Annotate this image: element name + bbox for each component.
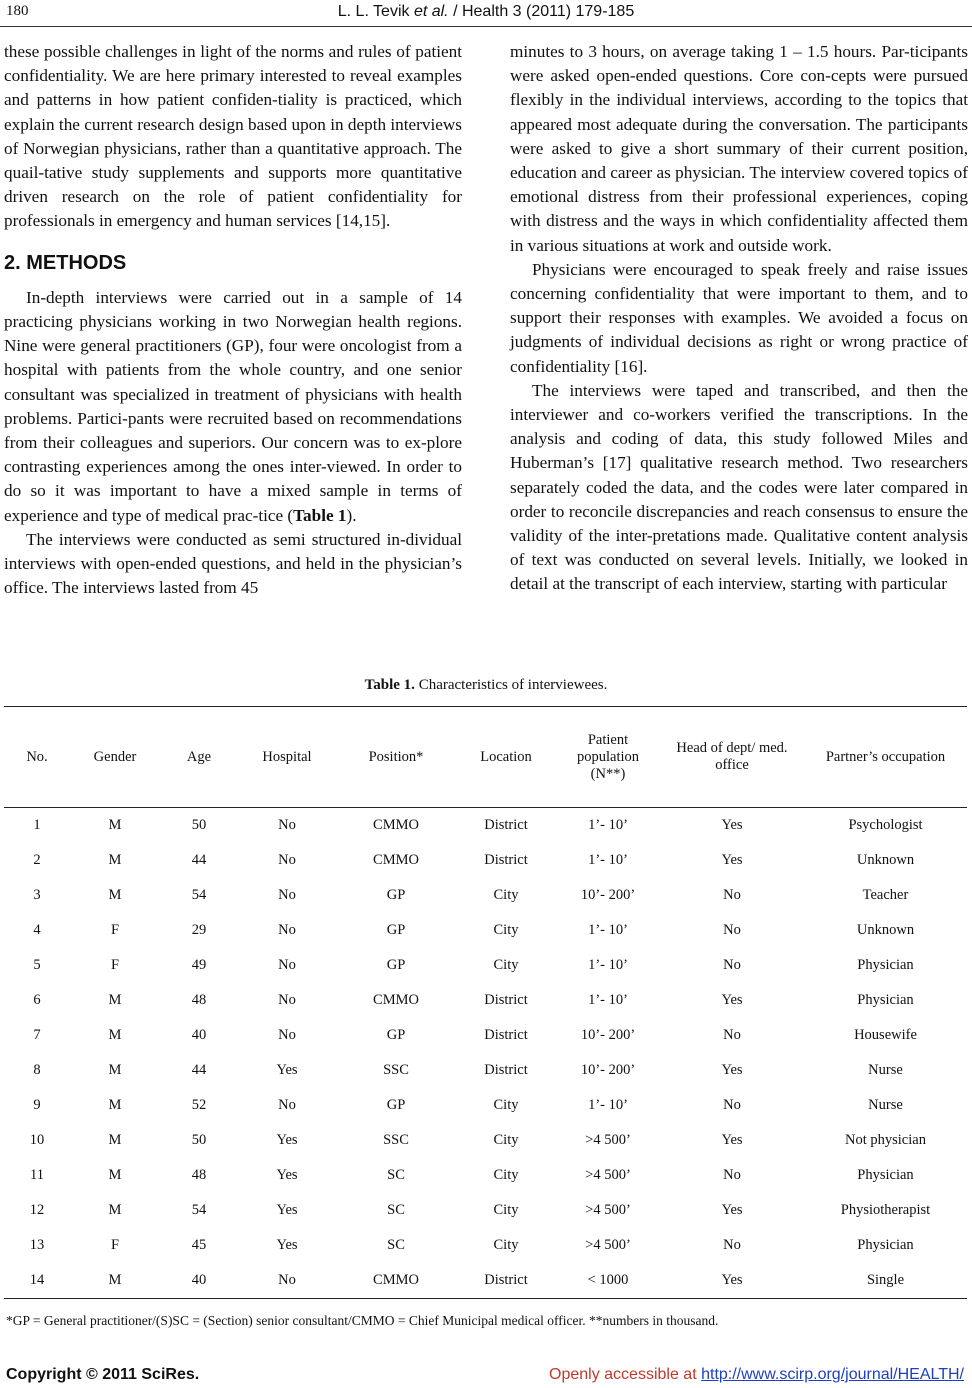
table-cell: District	[484, 817, 528, 833]
table-cell: Physician	[857, 957, 914, 973]
table-cell: 1’- 10’	[588, 992, 628, 1008]
table-cell: No	[723, 1027, 741, 1043]
table-cell: Yes	[276, 1237, 298, 1253]
table-cell: 44	[191, 1062, 207, 1078]
table-row	[4, 808, 967, 844]
table-cell: F	[110, 1237, 120, 1253]
table-row	[4, 1263, 967, 1299]
open-access-text: Openly accessible at	[549, 1366, 702, 1383]
table-row	[4, 1123, 967, 1158]
header-hospital: Hospital	[262, 748, 312, 765]
header-head-of-dept: Head of dept/ med. office	[676, 740, 788, 773]
left-column	[4, 40, 462, 600]
table-cell: 3	[33, 887, 41, 903]
table-cell: Yes	[721, 1202, 743, 1218]
table-cell: Nurse	[868, 1062, 903, 1078]
table-cell: Unknown	[856, 922, 915, 938]
table-cell: 9	[33, 1097, 41, 1113]
table-cell: 10’- 200’	[580, 1027, 636, 1043]
table-cell: 49	[191, 957, 207, 973]
left-paragraph-2	[4, 286, 462, 528]
table-cell: GP	[386, 1097, 406, 1113]
table-cell: M	[108, 992, 122, 1008]
table-cell: Physician	[857, 992, 914, 1008]
table-cell: 11	[30, 1167, 44, 1183]
table-cell: 1’- 10’	[588, 1097, 628, 1113]
table-row	[4, 1193, 967, 1228]
table-cell: M	[108, 817, 122, 833]
table-row	[4, 983, 967, 1018]
left-paragraph-3: The interviews were conducted as semi structured in-dividual interviews with open-ended questions, and held in the physician’s office. The interviews lasted from 45	[4, 529, 462, 598]
table-cell: M	[108, 1272, 122, 1288]
page-header	[0, 0, 972, 26]
table-cell: District	[484, 1272, 528, 1288]
table-cell: 50	[191, 1132, 207, 1148]
table-cell: Single	[866, 1272, 905, 1288]
table-cell: 6	[33, 992, 41, 1008]
table-cell: 1	[33, 817, 41, 833]
table-header-row	[4, 707, 967, 808]
table-cell: >4 500’	[585, 1132, 631, 1148]
table-cell: < 1000	[587, 1272, 629, 1288]
header-position: Position*	[368, 748, 424, 765]
header-partner-occupation: Partner’s occupation	[825, 748, 946, 765]
left-paragraph-1: these possible challenges in light of the norms and rules of patient confidentiality. We are here primary interested to reveal examples and patterns in how patient confiden-tiality is practiced, which explain the current research design based upon in depth interviews of Norwegian physicians, rather than a quantitative approach. The quail-tative study supplements and supports more quantitative driven research on the role of patient confidentiality for professionals in emergency and human services [14,15].	[4, 42, 462, 231]
table-cell: GP	[386, 887, 406, 903]
table-cell: CMMO	[373, 817, 419, 833]
table-cell: No	[278, 922, 296, 938]
running-head-journal: / Health 3 (2011) 179-185	[448, 3, 635, 20]
table-cell: No	[723, 1237, 741, 1253]
table-cell: 2	[33, 852, 41, 868]
table-cell: Not physician	[845, 1132, 926, 1148]
table-cell: SSC	[383, 1062, 409, 1078]
header-patient-population: Patient population (N**)	[576, 731, 640, 782]
table-row	[4, 913, 967, 948]
table-cell: Housewife	[854, 1027, 917, 1043]
header-age: Age	[186, 748, 212, 765]
table-cell: District	[484, 1027, 528, 1043]
table-cell: CMMO	[373, 1272, 419, 1288]
table-cell: Yes	[721, 817, 743, 833]
table-cell: City	[493, 1167, 519, 1183]
table-cell: District	[484, 852, 528, 868]
table-row	[4, 843, 967, 878]
table-cell: 29	[191, 922, 207, 938]
table-cell: 45	[191, 1237, 207, 1253]
table-cell: Yes	[276, 1132, 298, 1148]
table-row	[4, 948, 967, 983]
table-cell: No	[723, 1097, 741, 1113]
table-cell: 10’- 200’	[580, 887, 636, 903]
header-no: No.	[26, 748, 48, 765]
table-cell: Yes	[276, 1062, 298, 1078]
table-cell: 1’- 10’	[588, 957, 628, 973]
table-body	[4, 808, 967, 1299]
table-cell: GP	[386, 957, 406, 973]
table-row	[4, 1158, 967, 1193]
table-cell: Psychologist	[848, 817, 923, 833]
table-cell: 52	[191, 1097, 207, 1113]
table-cell: CMMO	[373, 852, 419, 868]
table-cell: F	[110, 922, 120, 938]
table-cell: No	[278, 1272, 296, 1288]
table-cell: No	[723, 922, 741, 938]
journal-url-link[interactable]: http://www.scirp.org/journal/HEALTH/	[701, 1366, 964, 1383]
table-cell: City	[493, 957, 519, 973]
table-cell: M	[108, 1027, 122, 1043]
table-cell: CMMO	[373, 992, 419, 1008]
table-cell: Yes	[721, 1272, 743, 1288]
running-head	[0, 3, 972, 21]
table-cell: 13	[29, 1237, 45, 1253]
table-cell: M	[108, 1132, 122, 1148]
table-cell: SC	[387, 1237, 405, 1253]
table-row	[4, 1088, 967, 1123]
right-paragraph-2: Physicians were encouraged to speak freely and raise issues concerning confidentiality that were important to them, and to support their responses with examples. We avoided a focus on judgments of individual decisions as right or wrong practice of confidentiality [16].	[510, 259, 968, 376]
table-cell: District	[484, 1062, 528, 1078]
table-cell: No	[278, 1097, 296, 1113]
table-cell: 10	[29, 1132, 45, 1148]
table-cell: City	[493, 1097, 519, 1113]
table-cell: GP	[386, 922, 406, 938]
table-cell: M	[108, 887, 122, 903]
table-cell: 48	[191, 1167, 207, 1183]
left-paragraph-2-end: ).	[346, 505, 357, 525]
table-cell: M	[108, 1202, 122, 1218]
table-cell: M	[108, 1167, 122, 1183]
copyright-notice: Copyright © 2011 SciRes.	[6, 1366, 200, 1383]
table-cell: 1’- 10’	[588, 852, 628, 868]
table-caption	[0, 677, 972, 694]
header-location: Location	[480, 748, 532, 765]
table-cell: No	[278, 887, 296, 903]
table-cell: 54	[191, 887, 207, 903]
table-cell: No	[723, 957, 741, 973]
table-cell: 40	[191, 1272, 207, 1288]
table-cell: District	[484, 992, 528, 1008]
section-heading-methods: 2. METHODS	[4, 251, 127, 274]
table-cell: 54	[191, 1202, 207, 1218]
table-cell: City	[493, 922, 519, 938]
right-column	[510, 40, 968, 597]
table-cell: 4	[33, 922, 41, 938]
table-cell: City	[493, 1132, 519, 1148]
table-footnote: *GP = General practitioner/(S)SC = (Section) senior consultant/CMMO = Chief Municipal medical officer. **numbers in thousand.	[6, 1313, 719, 1328]
running-head-etal: et al.	[413, 3, 449, 20]
table-cell: No	[723, 1167, 741, 1183]
table-cell: Yes	[721, 852, 743, 868]
table-cell: No	[278, 852, 296, 868]
table-cell: Teacher	[862, 887, 909, 903]
table-cell: 14	[29, 1272, 45, 1288]
table-cell: M	[108, 1097, 122, 1113]
table-cell: 5	[33, 957, 41, 973]
interviewees-table	[4, 706, 967, 1299]
right-paragraph-1: minutes to 3 hours, on average taking 1 – 1.5 hours. Par-ticipants were asked open-ended questions. Core con-cepts were pursued flexibly in the individual interviews, according to the topics that appeared most adequate during the conversation. The participants were asked to give a short summary of their current position, education and career as physician. The interview covered topics of emotional distress from their professional experiences, coping with distress and the ways in which confidentiality affected them in various situations at work and outside work.	[510, 42, 968, 255]
table-cell: No	[278, 957, 296, 973]
table-cell: M	[108, 852, 122, 868]
table-cell: F	[110, 957, 120, 973]
table-cell: Yes	[721, 992, 743, 1008]
table-cell: 44	[191, 852, 207, 868]
table-cell: No	[723, 887, 741, 903]
open-access-notice	[549, 1366, 964, 1384]
table-cell: No	[278, 1027, 296, 1043]
table-cell: SC	[387, 1167, 405, 1183]
page-number: 180	[6, 3, 29, 19]
table-cell: M	[108, 1062, 122, 1078]
table-cell: 48	[191, 992, 207, 1008]
table-cell: Nurse	[868, 1097, 903, 1113]
table-cell: Yes	[721, 1062, 743, 1078]
table-cell: Yes	[721, 1132, 743, 1148]
table-cell: >4 500’	[585, 1202, 631, 1218]
table-cell: Physiotherapist	[840, 1202, 931, 1218]
table-cell: 10’- 200’	[580, 1062, 636, 1078]
table-cell: City	[493, 887, 519, 903]
table-row	[4, 1228, 967, 1263]
header-gender: Gender	[93, 748, 137, 765]
table-cell: No	[278, 992, 296, 1008]
table-cell: Physician	[857, 1237, 914, 1253]
table-cell: SSC	[383, 1132, 409, 1148]
table-cell: 40	[191, 1027, 207, 1043]
table-cell: Yes	[276, 1202, 298, 1218]
table-row	[4, 878, 967, 913]
table-row	[4, 1053, 967, 1088]
table-cell: City	[493, 1202, 519, 1218]
table-cell: SC	[387, 1202, 405, 1218]
table-cell: >4 500’	[585, 1167, 631, 1183]
table-cell: Unknown	[856, 852, 915, 868]
right-paragraph-3: The interviews were taped and transcribed, and then the interviewer and co-workers verified the transcriptions. In the analysis and coding of data, this study followed Miles and Huberman’s [17] qualitative research method. Two researchers separately coded the data, and the codes were later compared in order to reconcile discrepancies and reach consensus to ensure the validity of the inter-pretations made. Qualitative content analysis of text was conducted on several levels. Initially, we looked in detail at the transcript of each interview, starting with particular	[510, 380, 968, 594]
table-caption-text: Characteristics of interviewees.	[414, 677, 608, 693]
table-reference-link[interactable]: Table 1	[293, 505, 347, 525]
table-cell: 12	[29, 1202, 45, 1218]
table-cell: 7	[33, 1027, 41, 1043]
running-head-authors: L. L. Tevik	[337, 3, 414, 20]
table-cell: >4 500’	[585, 1237, 631, 1253]
table-cell: No	[278, 817, 296, 833]
table-row	[4, 1018, 967, 1053]
table-cell: 1’- 10’	[588, 817, 628, 833]
table-caption-label: Table 1.	[364, 677, 415, 693]
table-cell: 50	[191, 817, 207, 833]
left-paragraph-2-text: In-depth interviews were carried out in a sample of 14 practicing physicians working in two Norwegian health regions. Nine were general practitioners (GP), four were oncologist from a hospital with patients from the whole country, and one senior consultant was specialized in treatment of physicians with health problems. Partici-pants were recruited based on recommendations from their colleagues and superiors. Our concern was to ex-plore contrasting experiences among the ones inter-viewed. In order to do so it was important to have a mixed sample in terms of experience and type of medical prac-tice (	[4, 287, 462, 525]
table-cell: City	[493, 1237, 519, 1253]
table-cell: 8	[33, 1062, 41, 1078]
table-cell: 1’- 10’	[588, 922, 628, 938]
table-cell: GP	[386, 1027, 406, 1043]
table-cell: Yes	[276, 1167, 298, 1183]
table-cell: Physician	[857, 1167, 914, 1183]
header-rule	[0, 26, 972, 27]
